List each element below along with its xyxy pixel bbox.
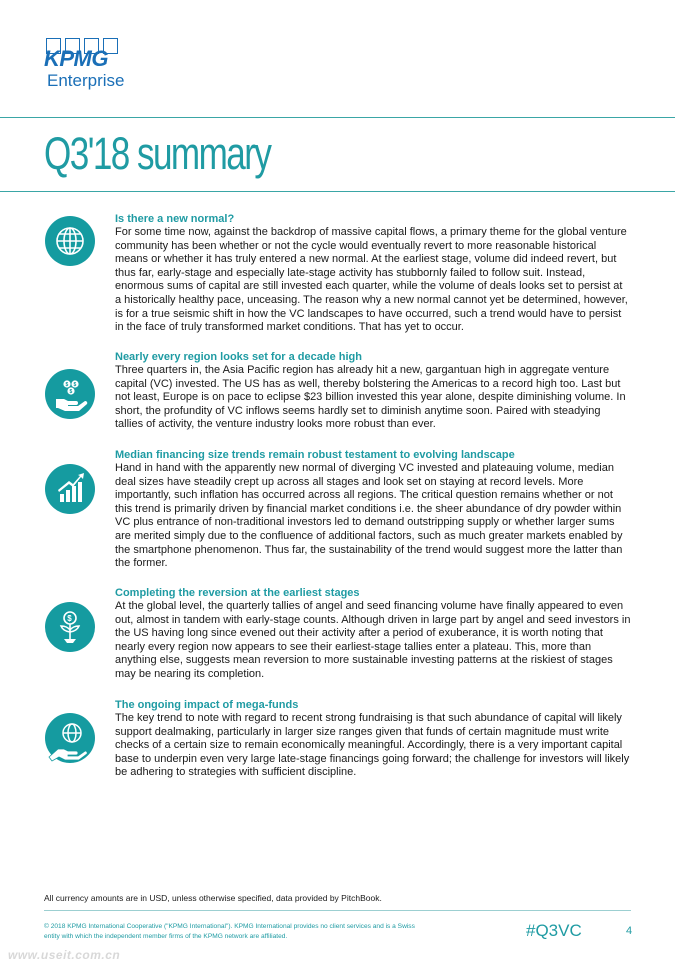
section-heading: The ongoing impact of mega-funds — [115, 699, 299, 711]
section-body: For some time now, against the backdrop of massive capital flows, a primary theme for the global venture community has been whether or not the cycle would eventually revert to more reasonable historical means or whether it has truly entered a new normal. At the earliest stage, volume did indeed revert, but thus far, early-stage and especially late-stage activity has stubbornly failed to follow suit. Instead, enormous sums of capital are still invested each quarter, while the volume of deals looks set to persist at a historically healthy pace, unceasing. The reason why a new normal cannot yet be determined, however, is for a true seismic shift in how the VC landscapes to have occurred, such a trend would have to persist in the face of truly transformed market conditions. That has yet to occur. — [115, 226, 628, 334]
svg-text:$: $ — [65, 382, 69, 388]
globe-icon — [45, 216, 95, 266]
section-heading: Nearly every region looks set for a decade high — [115, 351, 362, 363]
logo-subtitle: Enterprise — [47, 71, 125, 90]
section-regions — [115, 350, 631, 432]
svg-text:$: $ — [69, 389, 73, 395]
kpmg-enterprise-logo — [44, 38, 124, 94]
section-body: At the global level, the quarterly tallies of angel and seed financing volume have finally appeared to even out, almost in tandem with early-stage counts. Although driven in large part by angel and seed investors in the US having long since evened out their activity after a period of exuberance, it is worth noting that nearly every region now appears to see their earliest-stage tallies enter a plateau. This, more than anything else, suggests mean reversion to more sustainable investing patterns at the riskiest of stages may be nearing its completion. — [115, 600, 631, 680]
hand-globe-icon — [45, 713, 95, 763]
page-title: Q3'18 summary — [44, 128, 271, 179]
footer-divider — [44, 910, 631, 911]
section-earliest-stages — [115, 586, 631, 682]
section-mega-funds — [115, 698, 631, 780]
section-body: Hand in hand with the apparently new normal of diverging VC invested and plateauing volume, median deal sizes have steadily crept up across all stages and look set on staying at record levels. More importantly, such inflation has occurred across all regions. The critical question remains whether or not this trend is primarily driven by financial market conditions i.e. the sheer abundance of dry powder within VC plus entrance of non-traditional investors led to demand outstripping supply or whether larger sums are merited simply due to the confluence of additional factors, such as much greater markets enabled by the smartphone phenomenon. Thus far, the sustainability of the trend would suggest more the latter than the former. — [115, 462, 623, 570]
copyright-notice: © 2018 KPMG International Cooperative ("KPMG International"). KPMG International provides no client services and is a Swiss entity with which the independent member firms of the KPMG network are affiliated. — [44, 923, 415, 940]
section-heading: Median financing size trends remain robust testament to evolving landscape — [115, 449, 515, 461]
section-median-financing — [115, 448, 631, 571]
page-number: 4 — [626, 925, 633, 937]
watermark: www.useit.com.cn — [8, 948, 121, 962]
section-body: Three quarters in, the Asia Pacific region has already hit a new, gargantuan high in aggregate venture capital (VC) invested. The US has as well, thereby bolstering the Americas to a record high too. Last but not least, Europe is on pace to eclipse $23 billion invested this year alone, despite diminishing volume. In short, the profundity of VC inflows seems hardly set to diminish anytime soon. Paired with steadying tallies of activity, the venture industry looks more robust than ever. — [115, 364, 626, 431]
svg-text:$: $ — [73, 382, 77, 388]
hand-coins-icon — [45, 369, 95, 419]
growth-chart-icon — [45, 464, 95, 514]
logo-word: KPMG — [44, 46, 108, 71]
section-heading: Completing the reversion at the earliest stages — [115, 587, 360, 599]
title-divider — [0, 191, 675, 192]
currency-note: All currency amounts are in USD, unless otherwise specified, data provided by PitchBook. — [44, 893, 382, 903]
money-plant-icon — [45, 602, 95, 652]
svg-text:$: $ — [67, 614, 72, 623]
hashtag: #Q3VC — [526, 921, 582, 940]
header-divider — [0, 117, 675, 118]
section-body: The key trend to note with regard to recent strong fundraising is that such abundance of capital will likely support dealmaking, particularly in larger size ranges given that funds of certain magnitude must write checks of a certain size to remain economically meaningful. Accordingly, there is a very important capital base to underpin even very large late-stage financings going forward; the challenge for investors will likely be adhering to strategies with sufficient discipline. — [115, 712, 630, 779]
section-new-normal — [115, 212, 631, 335]
section-heading: Is there a new normal? — [115, 213, 235, 225]
